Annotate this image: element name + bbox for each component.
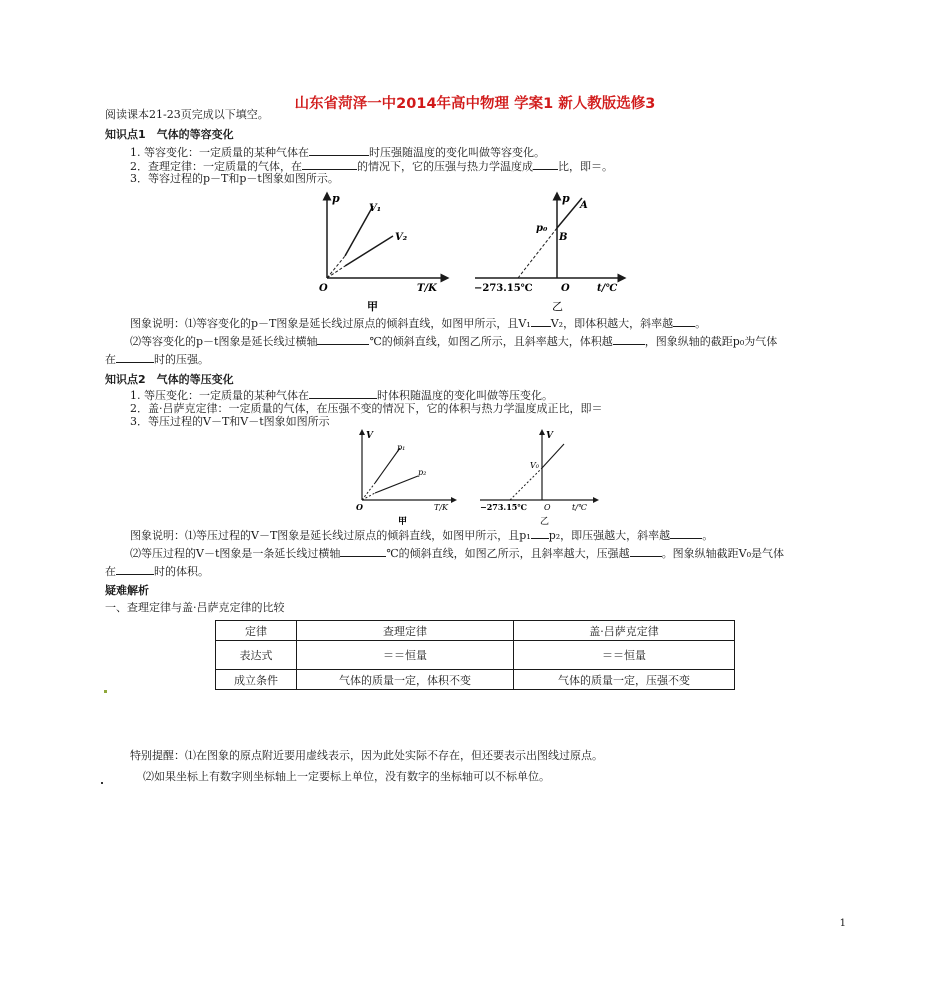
- intro-text: 阅读课本21-23页完成以下填空。: [105, 108, 269, 121]
- dashed-extension: [327, 256, 345, 278]
- blank-field[interactable]: [673, 316, 695, 327]
- dashed-extension: [362, 483, 375, 500]
- x-axis-label: t/℃: [597, 283, 618, 294]
- intercept-label: −273.15℃: [480, 502, 527, 512]
- table-cell: 气体的质量一定，压强不变: [514, 670, 735, 690]
- s2-note3-part-b: 时的体积。: [154, 565, 209, 578]
- blank-field[interactable]: [531, 316, 551, 327]
- s1-note3-part-b: 时的压强。: [154, 353, 209, 366]
- section2-item2: 2．盖·吕萨克定律：一定质量的气体，在压强不变的情况下，它的体积与热力学温度成正比，即＝: [130, 402, 603, 415]
- blank-field[interactable]: [309, 388, 377, 399]
- dashed-extension: [510, 468, 542, 500]
- origin-label: O: [561, 283, 570, 294]
- line-v1-label: V₁: [369, 203, 382, 214]
- s2-note1-part-c: 。: [702, 529, 714, 542]
- s1-note1-part-a: 图象说明：⑴等容变化的p－T图象是延长线过原点的倾斜直线，如图甲所示，且V₁: [130, 317, 531, 330]
- y-axis-label: p: [332, 192, 340, 205]
- point-b-label: B: [559, 232, 568, 243]
- stray-mark: [101, 782, 103, 784]
- origin-label: O: [544, 503, 551, 512]
- blank-field[interactable]: [116, 564, 154, 575]
- table-cell: 定律: [216, 621, 297, 641]
- table-cell: 盖·吕萨克定律: [514, 621, 735, 641]
- table-cell: 表达式: [216, 641, 297, 670]
- page-number: 1: [839, 918, 846, 929]
- s1-item2-part-c: 比，即＝。: [558, 160, 613, 173]
- blank-field[interactable]: [302, 159, 357, 170]
- s1-note3: [105, 352, 209, 367]
- v0-label: V₀: [530, 461, 539, 470]
- origin-label: O: [319, 283, 328, 294]
- s2-note2-part-c: 。图象纵轴截距V₀是气体: [661, 547, 785, 560]
- figure-caption: 乙: [540, 517, 550, 526]
- section1-item3: 3．等容过程的p－T和p－t图象如图所示。: [130, 172, 339, 185]
- figure-isochoric-pt: [470, 188, 630, 313]
- s2-note2-part-a: ⑵等压过程的V－t图象是一条延长线过横轴: [130, 547, 341, 560]
- x-axis-label: t/℃: [572, 503, 587, 512]
- s1-note2-part-a: ⑵等容变化的p－t图象是延长线过横轴: [130, 335, 318, 348]
- section1-heading: 知识点1 气体的等容变化: [105, 128, 234, 141]
- line-p2: [375, 476, 418, 493]
- s2-note2: [130, 546, 784, 561]
- line-p1-label: p₁: [397, 443, 406, 452]
- s1-item2-part-b: 的情况下，它的压强与热力学温度成: [357, 160, 533, 173]
- blank-field[interactable]: [116, 352, 154, 363]
- blank-field[interactable]: [317, 334, 369, 345]
- comparison-table: [215, 620, 735, 690]
- blank-field[interactable]: [340, 546, 386, 557]
- table-cell: ＝＝恒量: [297, 641, 514, 670]
- section2-item1: [130, 388, 553, 403]
- section1-item1: [130, 145, 545, 160]
- point-a-label: A: [580, 200, 588, 211]
- document-title: 山东省菏泽一中2014年高中物理 学案1 新人教版选修3: [294, 96, 656, 112]
- section2-heading: 知识点2 气体的等压变化: [105, 373, 234, 386]
- s1-note3-part-a: 在: [105, 353, 116, 366]
- intercept-label: −273.15℃: [474, 283, 533, 294]
- y-axis-label: V: [546, 431, 553, 441]
- analysis-subheading: 一、查理定律与盖·吕萨克定律的比较: [105, 601, 285, 614]
- line-p1: [375, 448, 400, 483]
- s2-note1-part-b: p₂，即压强越大，斜率越: [548, 529, 671, 542]
- figure-isobaric-Vt: [478, 428, 603, 526]
- s1-note1-part-b: V₂，即体积越大，斜率越: [550, 317, 674, 330]
- table-row: [216, 641, 735, 670]
- dashed-extension: [362, 493, 375, 500]
- table-cell: 查理定律: [297, 621, 514, 641]
- line-v2: [345, 236, 393, 266]
- table-row: [216, 670, 735, 690]
- tip-2: ⑵如果坐标上有数字则坐标轴上一定要标上单位，没有数字的坐标轴可以不标单位。: [143, 770, 550, 783]
- s1-note2-part-c: ，图象纵轴的截距p₀为气体: [644, 335, 778, 348]
- blank-field[interactable]: [613, 334, 645, 345]
- figure-isobaric-VT: [350, 428, 460, 526]
- figure-caption: 甲: [367, 300, 378, 313]
- isobar-line: [542, 444, 564, 468]
- figure-isochoric-pT: [305, 188, 455, 313]
- analysis-heading: 疑难解析: [105, 584, 149, 597]
- s1-note1: [130, 316, 706, 331]
- origin-label: O: [356, 502, 363, 512]
- blank-field[interactable]: [533, 159, 558, 170]
- s2-item1-part-b: 时体积随温度的变化叫做等压变化。: [377, 389, 553, 402]
- dashed-extension: [518, 228, 557, 278]
- x-axis-label: T/K: [434, 503, 449, 512]
- s2-note2-part-b: ℃的倾斜直线，如图乙所示，且斜率越大，压强越: [386, 547, 630, 560]
- s2-item1-part-a: 1. 等压变化：一定质量的某种气体在: [130, 389, 309, 402]
- line-p2-label: p₂: [418, 468, 427, 477]
- section2-item3: 3．等压过程的V－T和V－t图象如图所示: [130, 415, 330, 428]
- stray-mark: [104, 690, 107, 693]
- line-v2-label: V₂: [395, 232, 408, 243]
- blank-field[interactable]: [670, 528, 702, 539]
- y-axis-label: p: [562, 192, 570, 205]
- s2-note1-part-a: 图象说明：⑴等压过程的V－T图象是延长线过原点的倾斜直线，如图甲所示，且p₁: [130, 529, 531, 542]
- table-cell: 成立条件: [216, 670, 297, 690]
- s1-note1-part-c: 。: [695, 317, 707, 330]
- table-row: [216, 621, 735, 641]
- table-cell: 气体的质量一定，体积不变: [297, 670, 514, 690]
- s1-item1-part-a: 1. 等容变化：一定质量的某种气体在: [130, 146, 309, 159]
- blank-field[interactable]: [531, 528, 549, 539]
- table-cell: ＝＝恒量: [514, 641, 735, 670]
- y-axis-label: V: [366, 431, 373, 441]
- figure-caption: 乙: [552, 300, 563, 313]
- s1-item2-part-a: 2．查理定律：一定质量的气体，在: [130, 160, 302, 173]
- s1-note2-part-b: ℃的倾斜直线，如图乙所示，且斜率越大，体积越: [369, 335, 613, 348]
- dashed-extension: [327, 266, 345, 278]
- s2-note1: [130, 528, 713, 543]
- s2-note3: [105, 564, 209, 579]
- s1-note2: [130, 334, 777, 349]
- p0-label: p₀: [536, 223, 548, 234]
- s2-note3-part-a: 在: [105, 565, 116, 578]
- s1-item1-part-b: 时压强随温度的变化叫做等容变化。: [369, 146, 545, 159]
- blank-field[interactable]: [309, 145, 369, 156]
- tip-1: 特别提醒：⑴在图象的原点附近要用虚线表示，因为此处实际不存在，但还要表示出图线过原点。: [130, 749, 603, 762]
- x-axis-label: T/K: [417, 283, 437, 294]
- blank-field[interactable]: [630, 546, 662, 557]
- figure-caption: 甲: [398, 517, 408, 526]
